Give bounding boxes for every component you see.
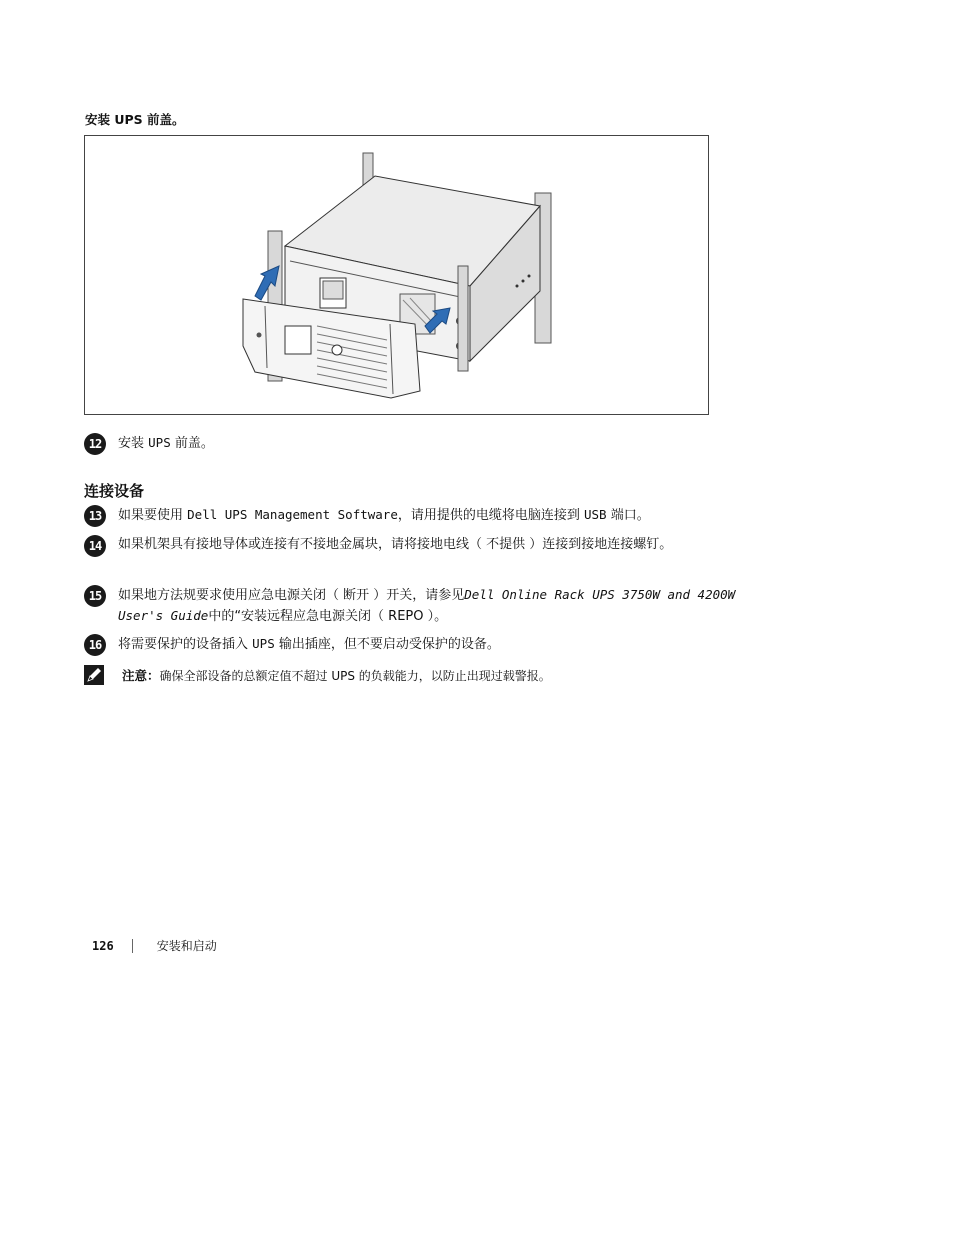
note-pencil-icon	[84, 665, 104, 685]
ups-front-cover-illustration	[85, 136, 710, 416]
footer-divider	[132, 939, 133, 953]
step-text-part: 中的“安装远程应急电源关闭（ REPO ）。	[208, 609, 448, 624]
step-text-part: 端口。	[606, 508, 650, 523]
step-text	[118, 433, 738, 454]
step-16	[84, 634, 738, 656]
step-number-badge: 16	[84, 634, 106, 656]
note-text: 确保全部设备的总额定值不超过 UPS 的负载能力，以防止出现过载警报。	[159, 668, 551, 683]
step-13	[84, 505, 738, 527]
step-text-part: ，请用提供的电缆将电脑连接到	[397, 508, 584, 523]
page-number: 126	[92, 938, 114, 953]
step-number-badge: 14	[84, 535, 106, 557]
step-text	[118, 634, 738, 655]
page-footer	[92, 937, 217, 954]
step-14	[84, 535, 738, 557]
step-number-badge: 12	[84, 433, 106, 455]
step-text-part: UPS	[252, 636, 275, 651]
step-text-part: 安装	[118, 436, 149, 451]
step-number-badge: 13	[84, 505, 106, 527]
step-text-part: UPS	[148, 435, 171, 450]
step-15	[84, 585, 738, 627]
step-text	[118, 585, 738, 627]
note-label: 注意：	[122, 668, 160, 683]
step-number-badge: 15	[84, 585, 106, 607]
note-block	[84, 665, 551, 685]
step-text: 如果机架具有接地导体或连接有不接地金属块，请将接地电线（ 不提供 ）连接到接地连接螺钉。	[118, 537, 673, 552]
step-text-part: 将需要保护的设备插入	[118, 637, 253, 652]
step-text-part: 如果要使用	[118, 508, 188, 523]
step-text-part: USB	[584, 507, 607, 522]
step-text-part: 前盖。	[170, 436, 214, 451]
section-heading: 连接设备	[84, 482, 145, 500]
step-12	[84, 433, 738, 455]
step-text-part: Dell Online Rack UPS 3750W and 4200W User's Guide	[118, 587, 736, 623]
step-text	[118, 505, 738, 526]
figure-illustration	[84, 135, 709, 415]
figure-caption: 安装 UPS 前盖。	[85, 112, 185, 127]
step-text-part: 输出插座，但不要启动受保护的设备。	[274, 637, 500, 652]
step-text-part: 如果地方法规要求使用应急电源关闭（ 断开 ）开关，请参见	[118, 588, 465, 603]
footer-section-title: 安装和启动	[156, 939, 217, 953]
step-text-part: Dell UPS Management Software	[187, 507, 398, 522]
